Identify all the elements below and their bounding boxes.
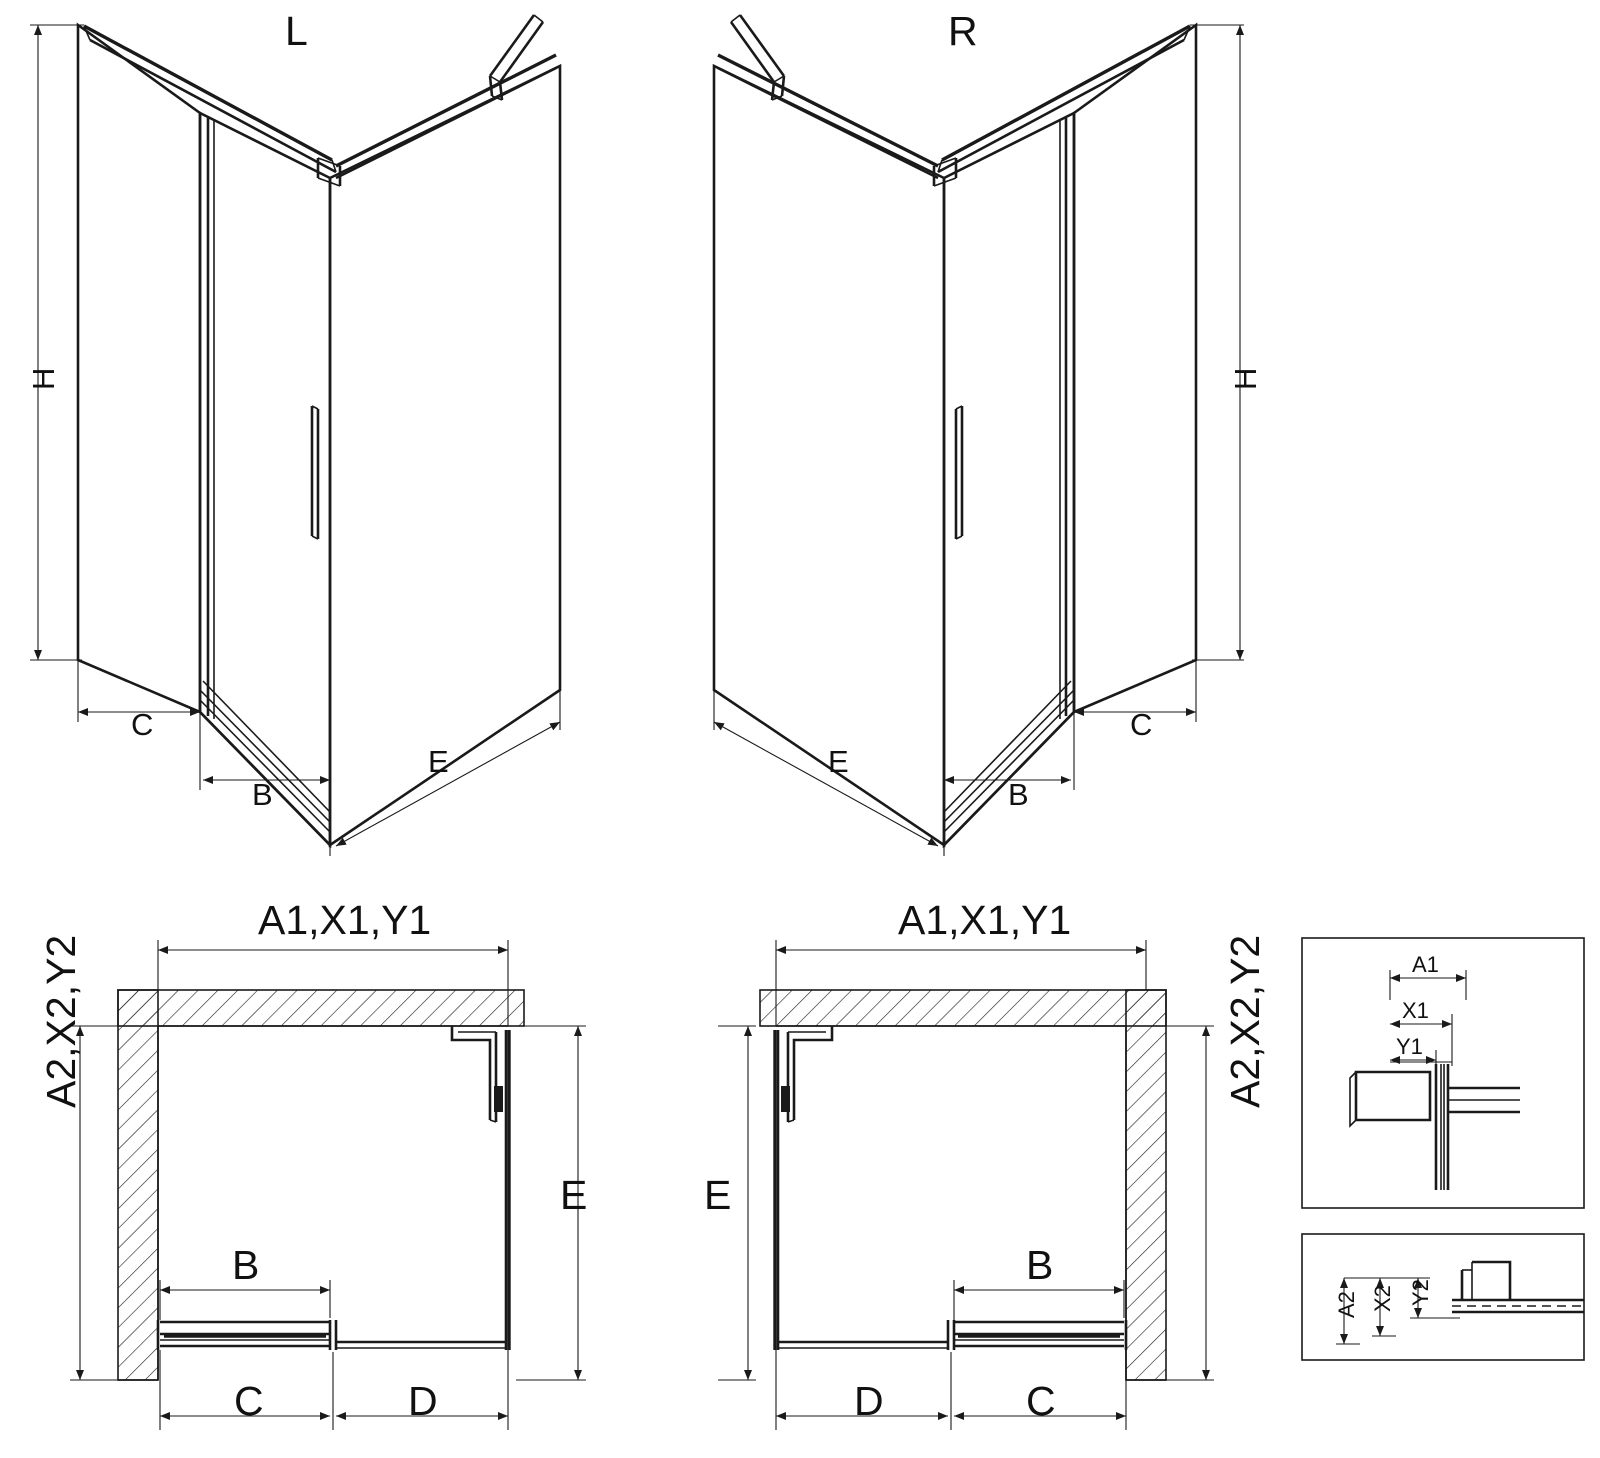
detail-top-label-x1: X1: [1402, 998, 1429, 1023]
iso-right-dim-c: C: [1130, 707, 1153, 742]
plan-left-dim-e: E: [560, 1172, 588, 1218]
detail-bottom-label-a2: A2: [1334, 1291, 1359, 1318]
plan-right-top-dim: A1,X1,Y1: [898, 897, 1072, 943]
plan-right-dim-e: E: [704, 1172, 732, 1218]
iso-left-dim-e: E: [428, 744, 449, 779]
iso-right-name: R: [948, 8, 978, 54]
plan-left-top-dim: A1,X1,Y1: [258, 897, 432, 943]
iso-right-view: [714, 15, 1244, 856]
iso-left-dim-h: H: [26, 367, 61, 390]
iso-right-dim-b: B: [1008, 777, 1029, 812]
plan-left-dim-c: C: [234, 1378, 264, 1424]
plan-left-side-dim: A2,X2,Y2: [38, 934, 84, 1108]
plan-left-view: [70, 940, 586, 1430]
iso-left-dim-b: B: [252, 777, 273, 812]
detail-top-label-a1: A1: [1412, 952, 1439, 977]
detail-top-label-y1: Y1: [1396, 1034, 1423, 1059]
plan-right-dim-d: D: [854, 1378, 884, 1424]
iso-right-dim-h: H: [1228, 367, 1263, 390]
iso-left-dim-c: C: [131, 707, 154, 742]
plan-right-view: [718, 940, 1214, 1430]
plan-right-side-dim: A2,X2,Y2: [1222, 934, 1268, 1108]
detail-bottom-label-x2: X2: [1370, 1285, 1395, 1312]
plan-right-dim-b: B: [1026, 1242, 1054, 1288]
iso-right-dim-e: E: [828, 744, 849, 779]
detail-bottom-label-y2: Y2: [1408, 1279, 1433, 1306]
iso-left-name: L: [285, 8, 308, 54]
plan-left-dim-d: D: [408, 1378, 438, 1424]
iso-left-view: [30, 15, 560, 856]
detail-top-view: [1302, 938, 1584, 1208]
plan-right-dim-c: C: [1026, 1378, 1056, 1424]
plan-left-dim-b: B: [232, 1242, 260, 1288]
